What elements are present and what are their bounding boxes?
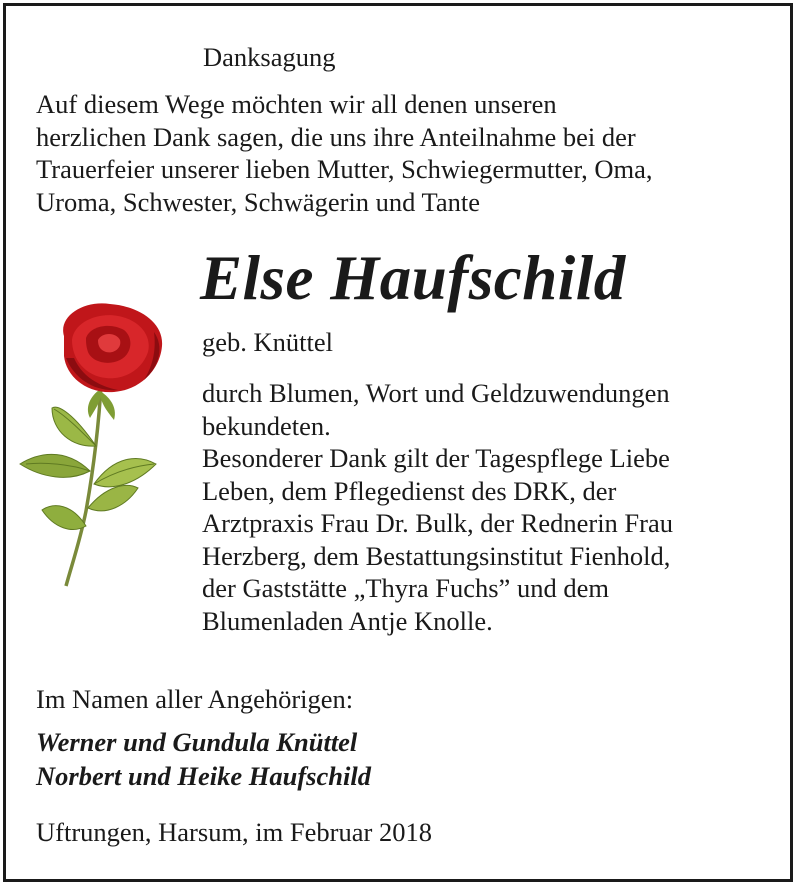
signature-label: Im Namen aller Angehörigen: (36, 684, 354, 714)
intro-line: Uroma, Schwester, Schwägerin und Tante (36, 186, 481, 217)
intro-line: Trauerfeier unserer lieben Mutter, Schwiegermutter, Oma, (36, 154, 653, 184)
signers-block (36, 725, 371, 793)
thanks-line: bekundeten. (202, 410, 331, 441)
signer-name: Werner und Gundula Knüttel (36, 727, 358, 757)
intro-paragraph (36, 88, 653, 218)
signer-name: Norbert und Heike Haufschild (36, 761, 371, 791)
red-rose-icon (14, 296, 174, 596)
thanks-line: Blumenladen Antje Knolle. (202, 605, 493, 636)
thanks-line: Herzberg, dem Bestattungsinstitut Fienhold, (202, 540, 671, 571)
birth-name: geb. Knüttel (202, 327, 333, 357)
intro-line: herzlichen Dank sagen, die uns ihre Anteilnahme bei der (36, 121, 636, 152)
deceased-name: Else Haufschild (200, 243, 626, 313)
place-date: Uftrungen, Harsum, im Februar 2018 (36, 817, 432, 847)
thanks-paragraph (202, 377, 673, 637)
thanks-line: der Gaststätte „Thyra Fuchs” und dem (202, 573, 609, 603)
intro-line: Auf diesem Wege möchten wir all denen unseren (36, 89, 557, 119)
thanks-line: durch Blumen, Wort und Geldzuwendungen (202, 378, 670, 408)
thanks-line: Leben, dem Pflegedienst des DRK, der (202, 475, 617, 506)
notice-heading: Danksagung (203, 42, 336, 72)
thanks-line: Besonderer Dank gilt der Tagespflege Liebe (202, 443, 670, 473)
thanks-line: Arztpraxis Frau Dr. Bulk, der Rednerin Frau (202, 508, 674, 538)
